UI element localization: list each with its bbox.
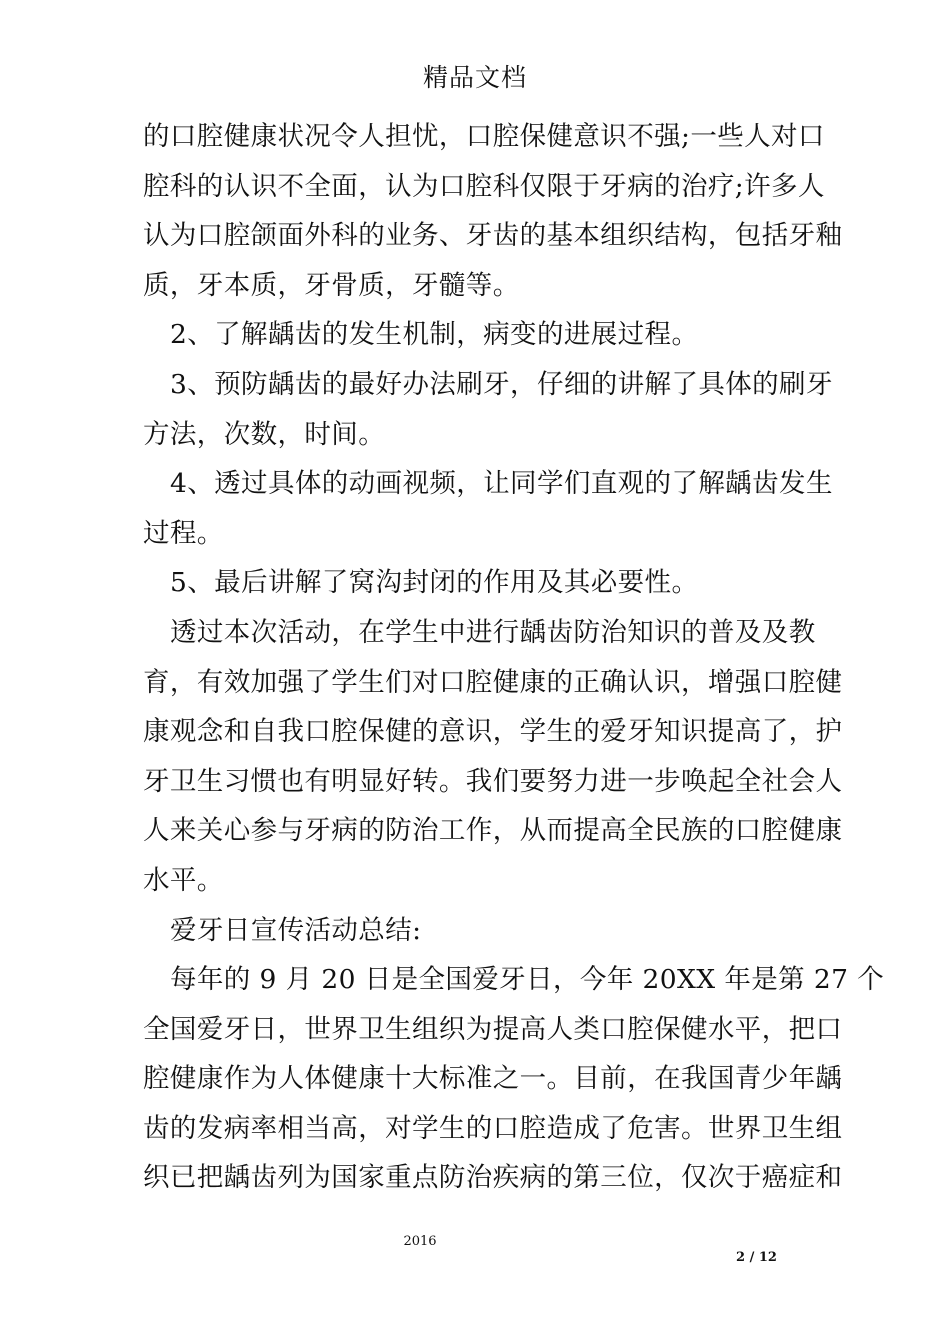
text-line: 康观念和自我口腔保健的意识，学生的爱牙知识提高了，护 [143,716,843,748]
document-body [143,112,885,1203]
text-line: 育，有效加强了学生们对口腔健康的正确认识，增强口腔健 [143,666,843,698]
page-number: 2 / 12 [736,1250,777,1265]
text-line: 人来关心参与牙病的防治工作，从而提高全民族的口腔健康 [143,815,843,847]
text-line: 牙卫生习惯也有明显好转。我们要努力进一步唤起全社会人 [143,765,843,797]
text-line: 水平。 [143,864,224,896]
text-line: 质，牙本质，牙骨质，牙髓等。 [143,269,520,301]
text-line: 每年的 9 月 20 日是全国爱牙日，今年 20XX 年是第 27 个 [170,964,885,996]
text-line: 的口腔健康状况令人担忧，口腔保健意识不强;一些人对口 [143,121,825,152]
page-header: 精品文档 [422,63,527,92]
text-line: 全国爱牙日，世界卫生组织为提高人类口腔保健水平，把口 [143,1013,843,1045]
text-line: 织已把龋齿列为国家重点防治疾病的第三位，仅次于癌症和 [143,1162,843,1194]
text-line: 2、了解龋齿的发生机制，病变的进展过程。 [170,319,699,351]
text-line: 透过本次活动，在学生中进行龋齿防治知识的普及及教 [170,616,816,648]
text-line: 腔科的认识不全面，认为口腔科仅限于牙病的治疗;许多人 [143,170,825,202]
section-heading: 爱牙日宣传活动总结: [170,914,422,946]
text-line: 4、透过具体的动画视频，让同学们直观的了解龋齿发生 [170,468,833,500]
text-line: 腔健康作为人体健康十大标准之一。目前，在我国青少年龋 [143,1063,843,1095]
text-line: 认为口腔颌面外科的业务、牙齿的基本组织结构，包括牙釉 [143,220,843,252]
text-line: 过程。 [143,517,224,549]
text-line: 5、最后讲解了窝沟封闭的作用及其必要性。 [170,567,699,599]
footer-year: 2016 [403,1234,437,1249]
text-line: 方法，次数，时间。 [143,418,386,450]
text-line: 齿的发病率相当高，对学生的口腔造成了危害。世界卫生组 [143,1112,843,1144]
text-line: 3、预防龋齿的最好办法刷牙，仔细的讲解了具体的刷牙 [170,368,833,400]
